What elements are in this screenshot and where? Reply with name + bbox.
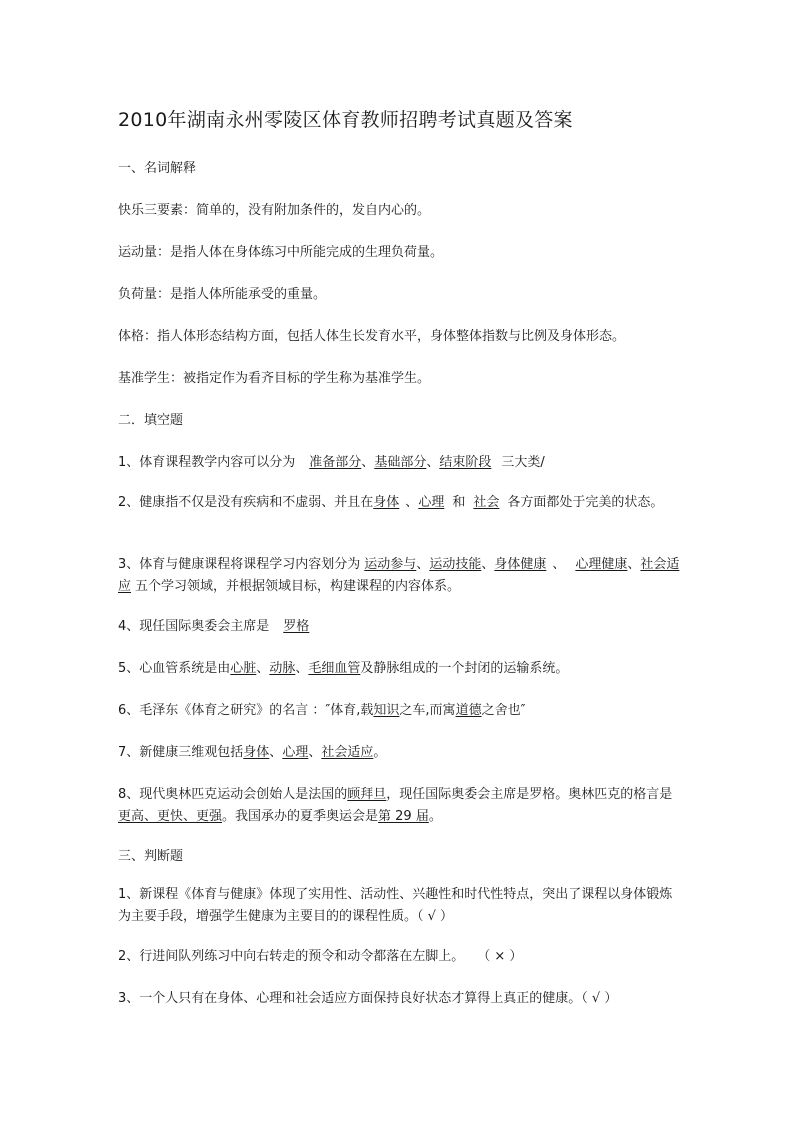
answer-blank: 第 29 届 xyxy=(378,809,429,824)
answer-blank: 社会适应 xyxy=(321,745,374,760)
answer-blank: 社会 xyxy=(473,495,500,510)
answer-blank: 社会适应 xyxy=(118,557,680,594)
fill-blank-question xyxy=(118,452,680,474)
question-text: 、 xyxy=(426,455,440,470)
question-text: 、 xyxy=(269,745,283,760)
answer-blank: 准备部分 xyxy=(309,455,362,470)
section-heading-true-false: 三、判断题 xyxy=(118,849,184,864)
fill-blank-question xyxy=(118,658,680,680)
answer-blank: 心脏 xyxy=(230,661,257,676)
true-false-question: 1、新课程《体育与健康》体现了实用性、活动性、兴趣性和时代性特点，突出了课程以身体锻炼为主要手段，增强学生健康为主要目的的课程性质。（ √ ） xyxy=(118,887,673,924)
answer-blank: 心理健康 xyxy=(575,557,628,572)
question-text: 8、现代奥林匹克运动会创始人是法国的 xyxy=(118,787,348,802)
question-text: 、 xyxy=(295,661,309,676)
answer-blank: 运动技能 xyxy=(429,557,482,572)
question-text: 五个学习领域，并根据领域目标，构建课程的内容体系。 xyxy=(135,579,461,594)
question-text: 、 xyxy=(416,557,430,572)
question-text: 、 xyxy=(627,557,641,572)
question-text: 各方面都处于完美的状态。 xyxy=(507,495,664,510)
fill-blank-question xyxy=(118,616,680,638)
question-text: 、 xyxy=(308,745,322,760)
fill-blank-question xyxy=(118,784,680,828)
fill-blank-question xyxy=(118,554,680,598)
answer-blank: 顾拜旦 xyxy=(347,787,387,802)
question-text: 和 xyxy=(452,495,466,510)
answer-blank: 心理 xyxy=(418,495,445,510)
answer-blank: 道德 xyxy=(455,703,482,718)
answer-blank: 身体健康 xyxy=(494,557,547,572)
answer-blank: 身体 xyxy=(373,495,400,510)
answer-blank: 身体 xyxy=(243,745,270,760)
definition-item: 基准学生：被指定作为看齐目标的学生称为基准学生。 xyxy=(118,371,431,386)
fill-blank-question xyxy=(118,492,680,514)
fill-blank-question xyxy=(118,742,680,764)
true-false-question: 2、行进间队列练习中向右转走的预令和动令都落在左脚上。 （ × ） xyxy=(118,949,523,964)
question-text: 3、体育与健康课程将课程学习内容划分为 xyxy=(118,557,361,572)
answer-blank: 动脉 xyxy=(269,661,296,676)
definition-item: 负荷量：是指人体所能承受的重量。 xyxy=(118,287,327,302)
answer-blank: 心理 xyxy=(282,745,309,760)
question-text: 、 xyxy=(552,557,566,572)
question-text: 5、心血管系统是由 xyxy=(118,661,231,676)
definition-item: 快乐三要素：简单的，没有附加条件的，发自内心的。 xyxy=(118,203,431,218)
question-text: 及静脉组成的一个封闭的运输系统。 xyxy=(360,661,569,676)
question-text: 之舍也″ xyxy=(481,703,526,718)
document-title: 2010年湖南永州零陵区体育教师招聘考试真题及答案 xyxy=(118,109,573,131)
definition-item: 体格：指人体形态结构方面，包括人体生长发育水平，身体整体指数与比例及身体形态。 xyxy=(118,329,626,344)
question-text: 。我国承办的夏季奥运会是 xyxy=(222,809,379,824)
section-heading-fill-blank: 二．填空题 xyxy=(118,413,184,428)
question-text: 、 xyxy=(256,661,270,676)
answer-blank: 毛细血管 xyxy=(308,661,361,676)
answer-blank: 结束阶段 xyxy=(439,455,492,470)
question-text: 、 xyxy=(405,495,419,510)
answer-blank: 基础部分 xyxy=(374,455,427,470)
question-text: 、 xyxy=(481,557,495,572)
question-text: 、 xyxy=(361,455,375,470)
question-text: 1、体育课程教学内容可以分为 xyxy=(118,455,296,470)
question-text: 4、现任国际奥委会主席是 xyxy=(118,619,270,634)
section-heading-definitions: 一、名词解释 xyxy=(118,161,197,176)
question-text: 。 xyxy=(428,809,442,824)
question-text: 。 xyxy=(373,745,387,760)
question-text: 三大类/ xyxy=(501,455,545,470)
answer-blank: 罗格 xyxy=(283,619,310,634)
answer-blank: 更高、更快、更强 xyxy=(118,809,223,824)
answer-blank: 知识 xyxy=(373,703,400,718)
question-text: 6、毛泽东《体育之研究》的名言 ：″体育,载 xyxy=(118,703,374,718)
question-text: 之车,而寓 xyxy=(399,703,456,718)
fill-blank-question xyxy=(118,700,680,722)
question-text: ，现任国际奥委会主席是罗格。奥林匹克的格言是 xyxy=(386,787,673,802)
question-text: 7、新健康三维观包括 xyxy=(118,745,244,760)
true-false-question: 3、一个人只有在身体、心理和社会适应方面保持良好状态才算得上真正的健康。（ √ ） xyxy=(118,991,618,1006)
answer-blank: 运动参与 xyxy=(364,557,417,572)
question-text: 2、健康指不仅是没有疾病和不虚弱、并且在 xyxy=(118,495,374,510)
definition-item: 运动量：是指人体在身体练习中所能完成的生理负荷量。 xyxy=(118,245,444,260)
